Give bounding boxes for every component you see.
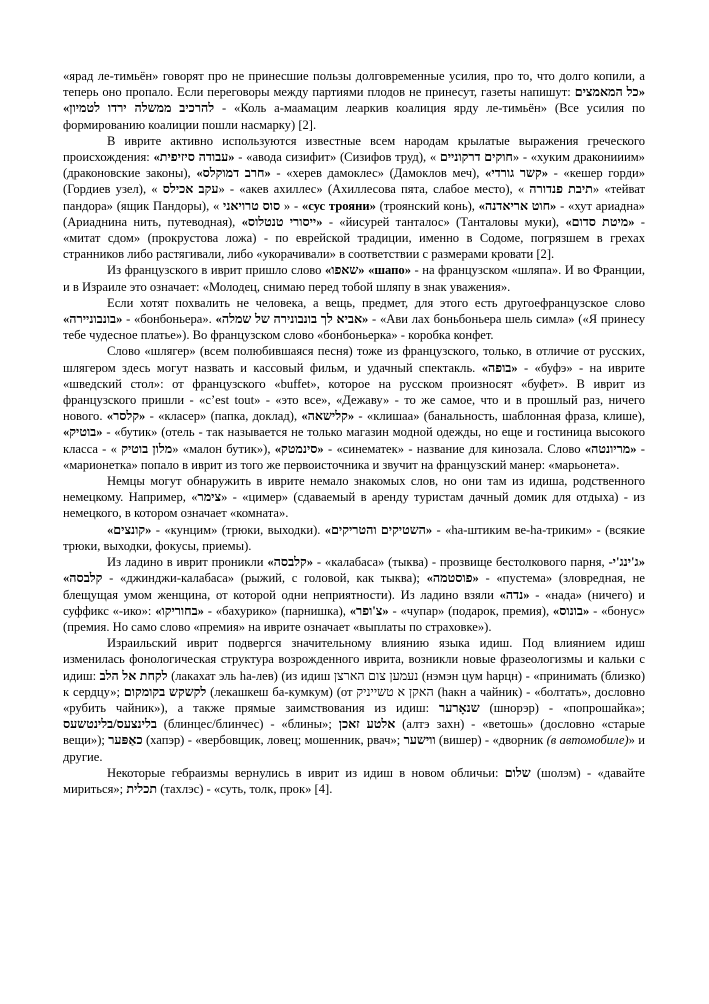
paragraph [63, 635, 645, 765]
text-run: В иврите активно используются известные всем народам крылатые выражения греческого происхождения: [63, 133, 645, 165]
text-run: - «чупар» (подарок, премия), [388, 603, 553, 618]
text-run: - «бонбоньера». [122, 312, 216, 327]
hebrew-term: «קשר גורדי» [485, 166, 548, 181]
text-run: » и другие. [63, 733, 645, 764]
text-run: - «нада» (ничего) и суффикс «-ико»: [63, 587, 646, 618]
text-run: (тахлэс) - «суть, толк, прок» [4]. [157, 781, 333, 796]
paragraph [63, 343, 645, 473]
text-run: - «Ави лах боньбоньера шель симла» («Я принесу тебе чудесное платье»). Во французском слово «бонбоньерка» - коробка конфет. [63, 312, 646, 343]
text-run: - «hа-штиким ве-hа-триким» - (всякие трюки, выходки, фокусы, приемы). [63, 522, 645, 553]
hebrew-term: צימר [197, 490, 222, 505]
emphasized-text: «сус трояни» [301, 198, 376, 213]
hebrew-term: ווישער [403, 733, 436, 748]
text-run: - «пустема» (зловредная, не блещущая умом женщина, от которой одни неприятности). Из ладино взяли [63, 571, 646, 602]
text-run: Слово «шлягер» (всем полюбившаяся песня) тоже из французского, только, в отличие от русских, шлягером здесь могут назвать и кассовый фильм, и удачный спектакль. [63, 344, 645, 375]
emphasized-text: (в автомобиле) [546, 733, 629, 748]
text-run: Из французского в иврит пришло слово [107, 263, 325, 278]
hebrew-term: «קונצים» [107, 522, 152, 537]
paragraph [63, 473, 645, 522]
emphasized-text: «шапо» [368, 263, 412, 278]
text-run: - «авода сизифит» (Сизифов труд), « [234, 150, 440, 165]
hebrew-term: עקב אכילס [162, 182, 219, 197]
text-run: (лекашкеш ба-кумкум) (от האקן א טשייניק (hакн а чайник) - «болтать», дословно «рубить чайник»), а также прямые заимствования из идиш: [63, 684, 645, 715]
text-run: - «кешер горди» (Гордиев узел), « [63, 166, 646, 197]
hebrew-term: «קלישאה» [301, 409, 355, 424]
hebrew-term: «ייסורי טנטלוס» [241, 214, 323, 229]
text-run: » «малон бутик»), [172, 441, 275, 456]
hebrew-term: חוקים דרקוניים [439, 150, 513, 165]
paragraph [63, 522, 645, 554]
text-run: - «йисурей танталос» (Танталовы муки), [322, 214, 566, 229]
hebrew-term: שנאָרער [439, 700, 480, 715]
hebrew-term: «סינמטק» [274, 441, 324, 456]
text-run: Если хотят похвалить не человека, а вещь, предмет, для этого есть другоефранцузское слово [107, 295, 645, 310]
hebrew-term: «קלסר» [106, 409, 146, 424]
hebrew-term: «השטיקים והטריקים» [324, 522, 433, 537]
text-run: - «бонус» (премия. Но само слово «премия» на иврите означает «выплаты по страховке»). [63, 603, 645, 634]
hebrew-term: מלון בוטיק [121, 441, 173, 456]
text-run: «ярад ле-тимьён» говорят про не принесшие пользы долговременные усилия, про то, что долго копили, а теперь оно пропало. Если переговоры между партиями плодов не принесут, газеты напишут: [63, 69, 645, 100]
hebrew-term: תכלית [126, 781, 158, 796]
text-run: - «марионетка» попало в иврит из того же первоисточника и звучит на французский манер: «марьонета». [63, 441, 645, 472]
hebrew-term: לקשקש בקומקום [123, 684, 207, 699]
text-run: (алтэ захн) - «ветошь» (дословно «старые вещи»); [63, 717, 645, 748]
hebrew-term: «חרב דמוקלס» [196, 166, 271, 181]
text-run: - «бахурико» (парнишка), [203, 603, 350, 618]
hebrew-term: לקחת אל הלב [99, 668, 168, 683]
hebrew-term: בלינצעס/בלינטשעס [63, 717, 157, 732]
text-run: - «кунцим» (трюки, выходки). [151, 522, 325, 537]
paragraph [63, 295, 645, 344]
hebrew-term: «בופה» [481, 360, 518, 375]
paragraph [63, 765, 645, 797]
paragraph [63, 68, 645, 133]
text-run: - на французском «шляпа». И во Франции, и в Израиле это означает: «Молодец, снимаю перед тобой шляпу в знак уважения». [63, 263, 645, 294]
text-run: - «хут ариадна» (Ариаднина нить, путеводная), [63, 198, 645, 229]
text-run: - «херев дамоклес» (Дамоклов меч), [270, 166, 486, 181]
text-run: » - «цимер» (сдаваемый в аренду туристам дачный домик для отдыха) - из немецкого, в котором означает «комната». [63, 490, 645, 521]
text-run: - «бутик» (отель - так называется не только магазин модной одежды, но еще и гостиница высокого класса - « [63, 425, 645, 456]
text-run: (шнорэр) - «попрошайка»; [479, 700, 645, 715]
text-run: (лакахат эль hа-лев) (из идиш נעמען צום הארצן (нэмэн цум hарцн) - «принимать (близко) к сердцу»; [63, 668, 646, 699]
text-run: » - [280, 198, 302, 213]
text-run: Из ладино в иврит проникли [107, 555, 268, 570]
hebrew-term: סוס טרויאני [223, 198, 281, 213]
hebrew-term: אלטע זאכן [338, 717, 396, 732]
hebrew-term: «בוטיק» [63, 425, 103, 440]
hebrew-term: «כל המאמצים להרכיב ממשלה ירדו לטמיון» [63, 85, 645, 116]
text-run: - «Коль а-маамацим леаркив коалиция ярду ле-тимьён» (Все усилия по формированию коалиции пошли насмарку) [2]. [63, 101, 645, 132]
hebrew-term: «חוט אריאדנה» [478, 198, 557, 213]
text-run: - «калабаса» (тыква) - прозвище бестолкового парня, [313, 555, 609, 570]
hebrew-term: «שאפו» [324, 263, 365, 278]
hebrew-term: «בונבוניירה» [63, 312, 123, 327]
hebrew-term: «מריונטה» [584, 441, 637, 456]
text-run: (шолэм) - «давайте мириться»; [63, 765, 645, 796]
text-run: (блинцес/блинчес) - «блины»; [156, 717, 339, 732]
text-run: - «митат сдом» (прокрустова ложа) - по еврейской традиции, именно в Содоме, погрязшем в грехах странников либо растягивали, либо «укорачивали» в соответствии с размерами кровати [2]. [63, 214, 645, 262]
text-run: - «синематек» - название для кинозала. Слово [323, 441, 585, 456]
hebrew-term: כאַפּער [108, 733, 143, 748]
text-run: (троянский конь), [375, 198, 479, 213]
hebrew-term: «מיטת סדום» [565, 214, 635, 229]
paragraph [63, 133, 645, 263]
text-run: - «клишаа» (банальность, шаблонная фраза, клише), [354, 409, 645, 424]
text-run: (вишер) - «дворник [435, 733, 547, 748]
hebrew-term: «פוסטמה» [426, 571, 479, 586]
text-run: - «класер» (папка, доклад), [145, 409, 302, 424]
hebrew-term: «ג'ינג'י- קלבסה» [63, 555, 645, 586]
text-run: » «тейват пандора» (ящик Пандоры), « [63, 182, 645, 213]
text-run: Немцы могут обнаружить в иврите немало знакомых слов, но они там из идиша, родственного немецкому. Например, « [63, 474, 645, 505]
hebrew-term: «בונוס» [552, 603, 590, 618]
hebrew-term: «עבודה סיזיפית» [153, 150, 235, 165]
text-run: » - «хуким драконииим» (драконовские законы), [63, 150, 645, 181]
hebrew-term: «אביא לך בונבונירה של שמלה» [215, 312, 369, 327]
hebrew-term: «בחוריקו» [155, 603, 204, 618]
text-run: - «джинджи-калабаса» (рыжий, с головой, как тыква); [102, 571, 427, 586]
text-run: » - «акев ахиллес» (Ахиллесова пята, слабое место), « [218, 182, 530, 197]
hebrew-term: «קלבסה» [267, 555, 314, 570]
hebrew-term: שלום [504, 765, 531, 780]
text-run: Некоторые гебраизмы вернулись в иврит из идиш в новом обличьи: [107, 765, 505, 780]
document-body [63, 68, 645, 797]
paragraph [63, 262, 645, 294]
hebrew-term: «נדה» [499, 587, 530, 602]
paragraph [63, 554, 645, 635]
text-run: (хапэр) - «вербовщик, ловец; мошенник, рвач»; [142, 733, 404, 748]
hebrew-term: «צ'ופר» [349, 603, 389, 618]
text-run: - «буфэ» - на иврите «шведский стол»: от французского «buffet», которое на русском произносят «буфет». В иврит из французского пришли - «c’est tout» - «это все», «Дежаву» - то же самое, что и в прошлый раз, ничего нового. [63, 360, 645, 424]
text-run: Израильский иврит подвергся значительному влиянию языка идиш. Под влиянием идиш изменилась фонологическая структура возрожденного иврита, возникли новые фразеологизмы и кальки с идиш: [63, 636, 645, 683]
hebrew-term: תיבת פנדורה [529, 182, 593, 197]
